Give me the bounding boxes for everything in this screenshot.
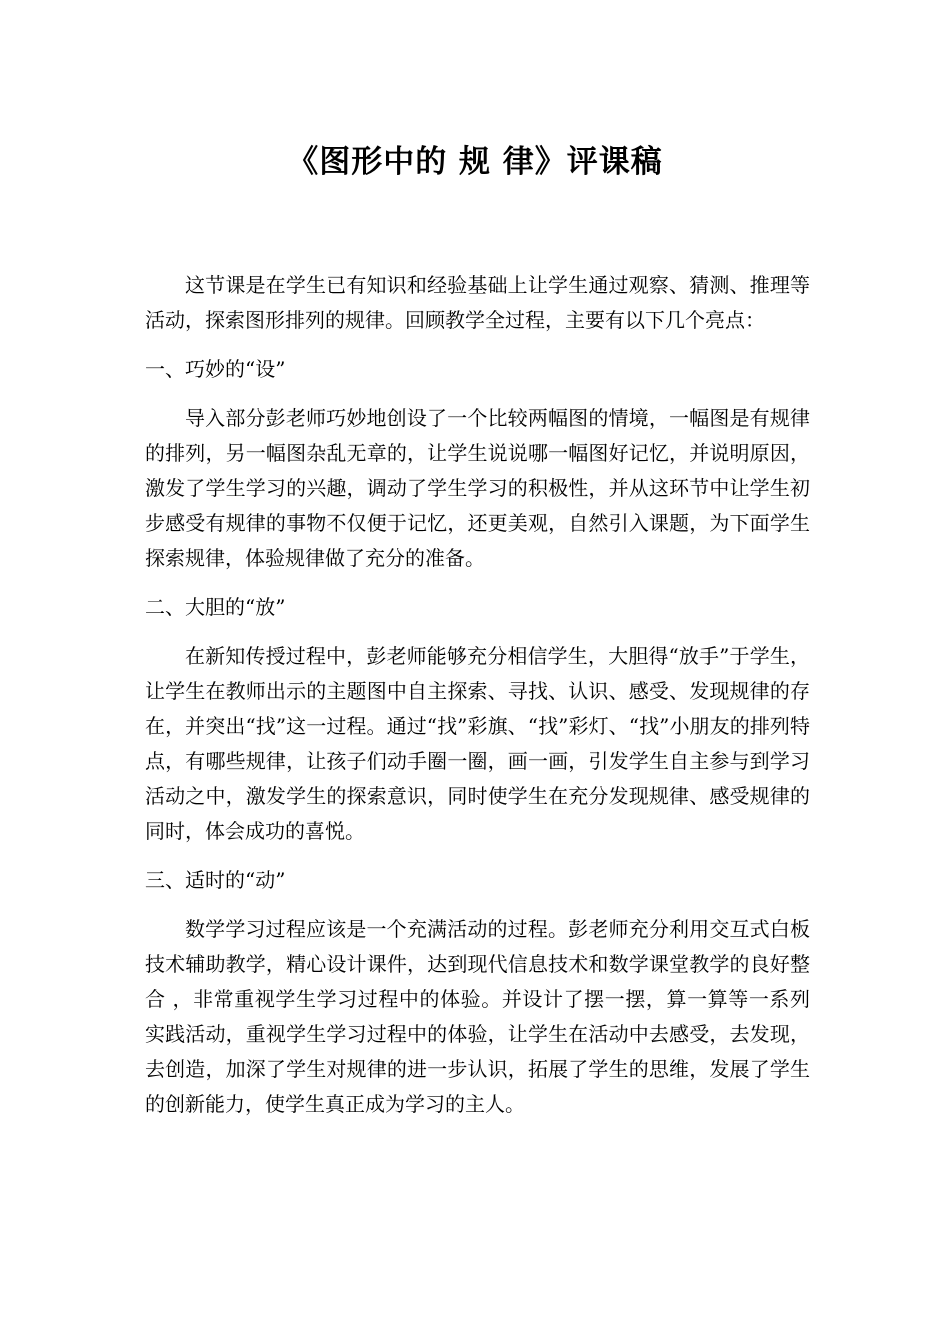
section-paragraph-1: 导入部分彭老师巧妙地创设了一个比较两幅图的情境，一幅图是有规律的排列，另一幅图杂乱无章的，让学生说说哪一幅图好记忆，并说明原因，激发了学生学习的兴趣，调动了学生学习的积极性，并从这环节中让学生初步感受有规律的事物不仅便于记忆，还更美观，自然引入课题，为下面学生探索规律，体验规律做了充分的准备。: [145, 406, 810, 570]
intro-paragraph: 这节课是在学生已有知识和经验基础上让学生通过观察、猜测、推理等活动，探索图形排列的规律。回顾教学全过程，主要有以下几个亮点：: [145, 273, 810, 332]
document-title: 《图形中的 规 律》评课稿: [287, 143, 663, 180]
section-paragraph-2: 在新知传授过程中，彭老师能够充分相信学生，大胆得“放手”于学生，让学生在教师出示的主题图中自主探索、寻找、认识、感受、发现规律的存在，并突出“找”这一过程。通过“找”彩旗、“找”彩灯、“找”小朋友的排列特点，有哪些规律，让孩子们动手圈一圈，画一画，引发学生自主参与到学习活动之中，激发学生的探索意识，同时使学生在充分发现规律、感受规律的同时，体会成功的喜悦。: [145, 644, 810, 843]
section-heading-3: 三、适时的“动”: [145, 868, 286, 892]
document-body: [145, 268, 810, 1136]
section-heading-1: 一、巧妙的“设”: [145, 357, 286, 381]
section-heading-2: 二、大胆的“放”: [145, 595, 286, 619]
section-paragraph-3: 数学学习过程应该是一个充满活动的过程。彭老师充分利用交互式白板技术辅助教学，精心设计课件，达到现代信息技术和数学课堂教学的良好整合 ，非常重视学生学习过程中的体验。并设计了摆一摆，算一算等一系列实践活动，重视学生学习过程中的体验，让学生在活动中去感受，去发现，去创造，加深了学生对规律的进一步认识，拓展了学生的思维，发展了学生的创新能力，使学生真正成为学习的主人。: [145, 917, 810, 1116]
